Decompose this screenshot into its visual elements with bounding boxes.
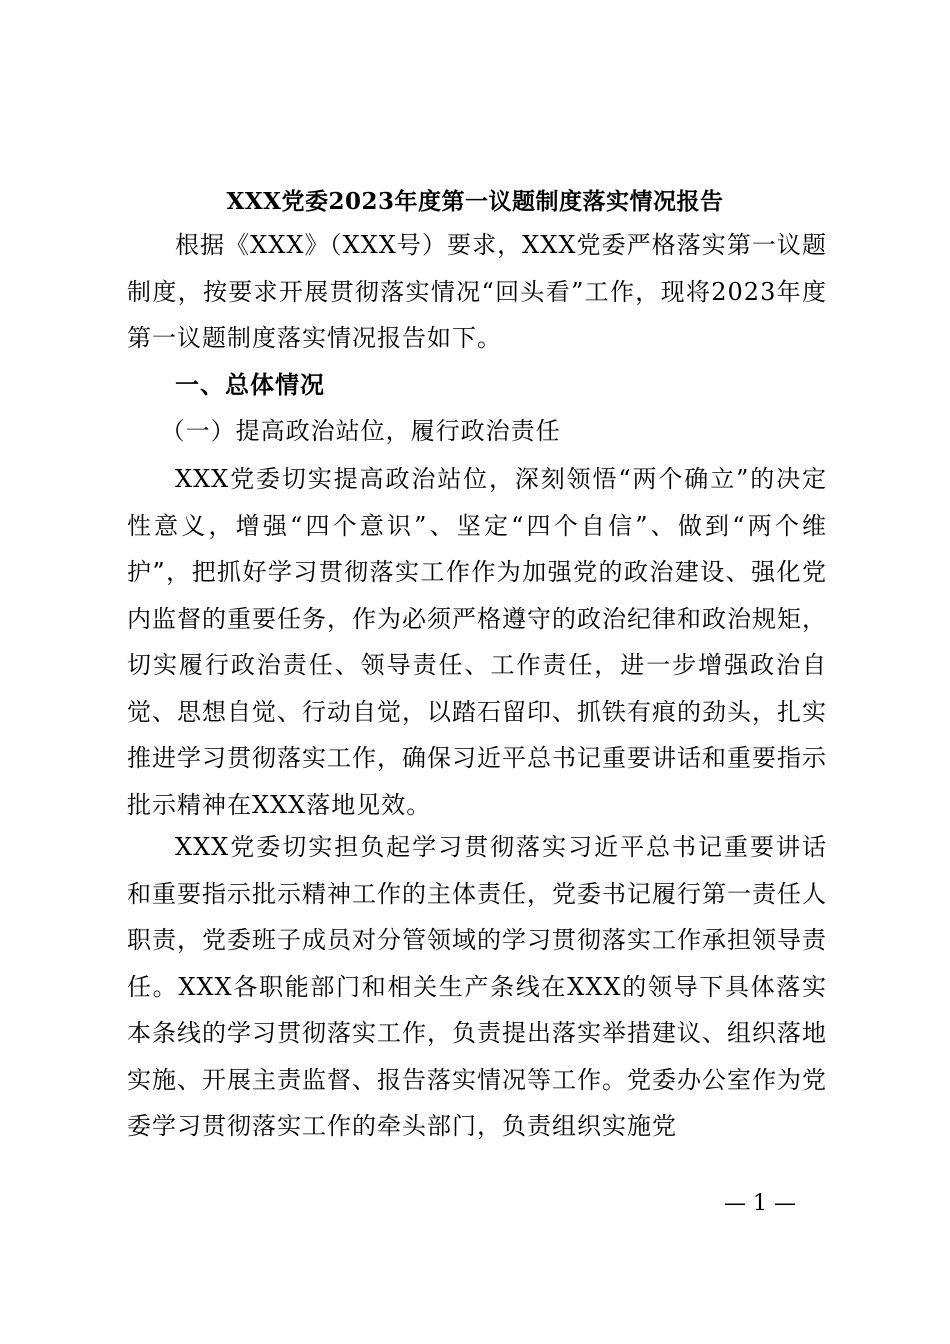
page-number: — 1 — [724, 1191, 796, 1216]
body-paragraph-2-block [127, 824, 827, 1150]
body-paragraph-1-block [127, 456, 827, 828]
subsection-heading-block [127, 408, 827, 455]
document-title: XXX党委2023年度第一议题制度落实情况报告 [226, 188, 724, 215]
intro-block [127, 222, 827, 362]
section-heading-block [127, 362, 827, 409]
body-paragraph-1: XXX党委切实提高政治站位，深刻领悟“两个确立”的决定性意义，增强“四个意识”、坚定“四个自信”、做到“两个维护”，把抓好学习贯彻落实工作作为加强党的政治建设、强化党内监督的重要任务，作为必须严格遵守的政治纪律和政治规矩，切实履行政治责任、领导责任、工作责任，进一步增强政治自觉、思想自觉、行动自觉，以踏石留印、抓铁有痕的劲头，扎实推进学习贯彻落实工作，确保习近平总书记重要讲话和重要指示批示精神在XXX落地见效。 [127, 465, 827, 819]
intro-paragraph: 根据《XXX》（XXX号）要求，XXX党委严格落实第一议题制度，按要求开展贯彻落实情况“回头看”工作，现将2023年度第一议题制度落实情况报告如下。 [127, 231, 827, 352]
section-heading: 一、总体情况 [175, 370, 325, 399]
body-paragraph-2: XXX党委切实担负起学习贯彻落实习近平总书记重要讲话和重要指示批示精神工作的主体责任，党委书记履行第一责任人职责，党委班子成员对分管领域的学习贯彻落实工作承担领导责任。XXX各职能部门和相关生产条线在XXX的领导下具体落实本条线的学习贯彻落实工作，负责提出落实举措建议、组织落地实施、开展主责监督、报告落实情况等工作。党委办公室作为党委学习贯彻落实工作的牵头部门，负责组织实施党 [127, 833, 827, 1140]
subsection-heading: （一）提高政治站位，履行政治责任 [160, 417, 561, 445]
